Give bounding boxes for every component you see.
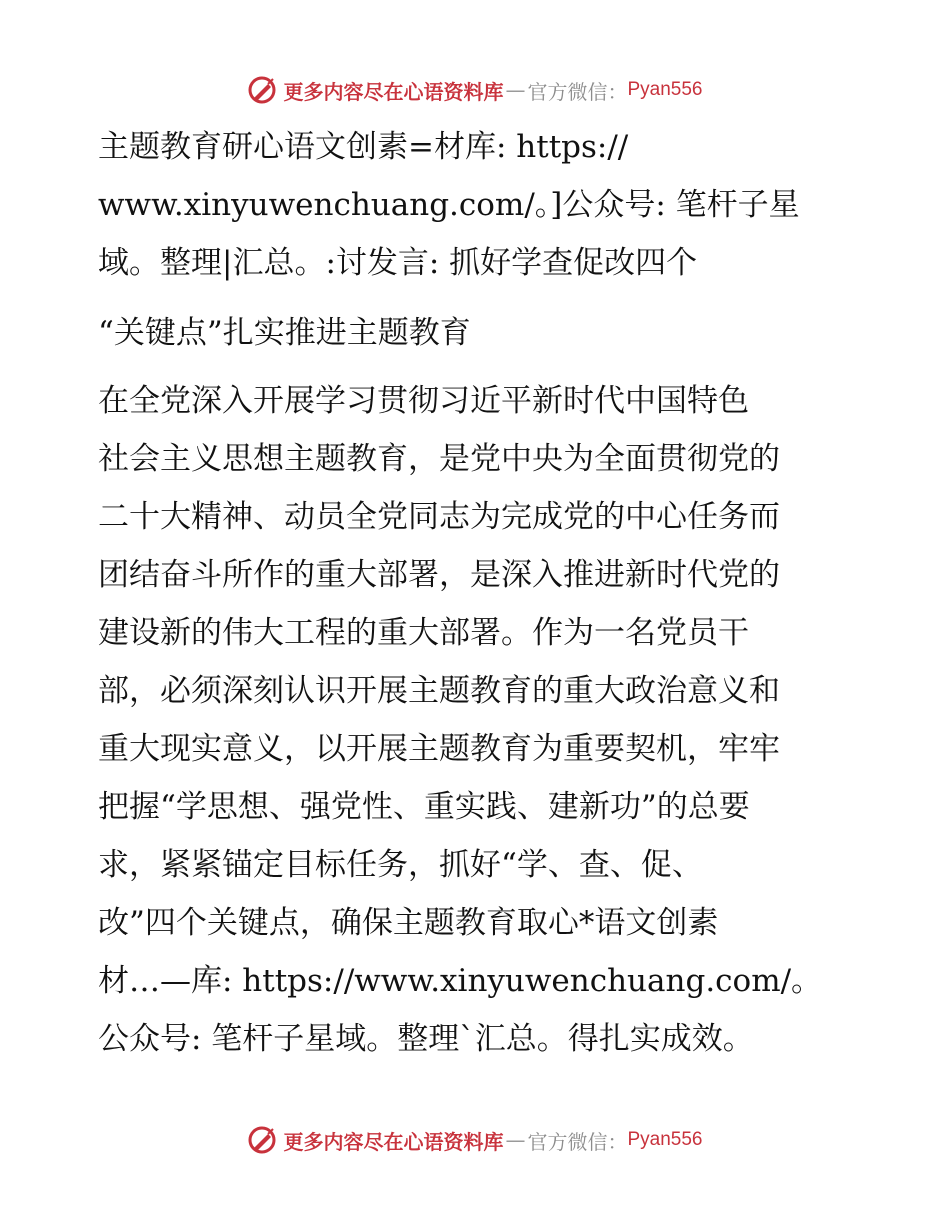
document-content [98, 118, 858, 1068]
banner-slogan: 更多内容尽在心语资料库 [283, 79, 504, 104]
body-line: 材…—库: https://www.xinyuwenchuang.com/。 [98, 963, 823, 999]
header-watermark-banner [0, 70, 950, 110]
banner-wechat-id: Pyan556 [627, 1129, 703, 1150]
title-line: www.xinyuwenchuang.com/。]公众号: 笔杆子星 [98, 187, 800, 223]
banner-official-label: 官方微信： [527, 79, 628, 104]
body-line: 公众号: 笔杆子星域。整理`汇总。得扎实成效。 [98, 1021, 754, 1057]
subtitle-line: “关键点”扎实推进主题教育 [98, 315, 471, 351]
quill-pen-logo-icon [247, 1125, 277, 1155]
banner-official-label: 官方微信： [527, 1129, 628, 1154]
body-line: 二十大精神、动员全党同志为完成党的中心任务而 [98, 499, 780, 535]
banner-slogan: 更多内容尽在心语资料库 [283, 1129, 504, 1154]
banner-dash: — [505, 1128, 526, 1152]
banner-dash: — [505, 78, 526, 102]
body-line: 重大现实意义，以开展主题教育为重要契机，牢牢 [98, 731, 780, 767]
title-line: 主题教育研心语文创素=材库: https:// [98, 129, 629, 165]
body-line: 建设新的伟大工程的重大部署。作为一名党员干 [98, 615, 749, 651]
footer-watermark-banner [0, 1120, 950, 1160]
body-line: 社会主义思想主题教育，是党中央为全面贯彻党的 [98, 441, 780, 477]
body-line: 在全党深入开展学习贯彻习近平新时代中国特色 [98, 383, 749, 419]
body-line: 把握“学思想、强党性、重实践、建新功”的总要 [98, 789, 750, 825]
body-line: 部，必须深刻认识开展主题教育的重大政治意义和 [98, 673, 780, 709]
body-line: 改”四个关键点，确保主题教育取心*语文创素 [98, 905, 719, 941]
banner-wechat-id: Pyan556 [627, 79, 703, 100]
body-line: 求，紧紧锚定目标任务，抓好“学、查、促、 [98, 847, 703, 883]
body-line: 团结奋斗所作的重大部署，是深入推进新时代党的 [98, 557, 780, 593]
quill-pen-logo-icon [247, 75, 277, 105]
title-line: 域。整理|汇总。:讨发言: 抓好学查促改四个 [98, 245, 698, 281]
